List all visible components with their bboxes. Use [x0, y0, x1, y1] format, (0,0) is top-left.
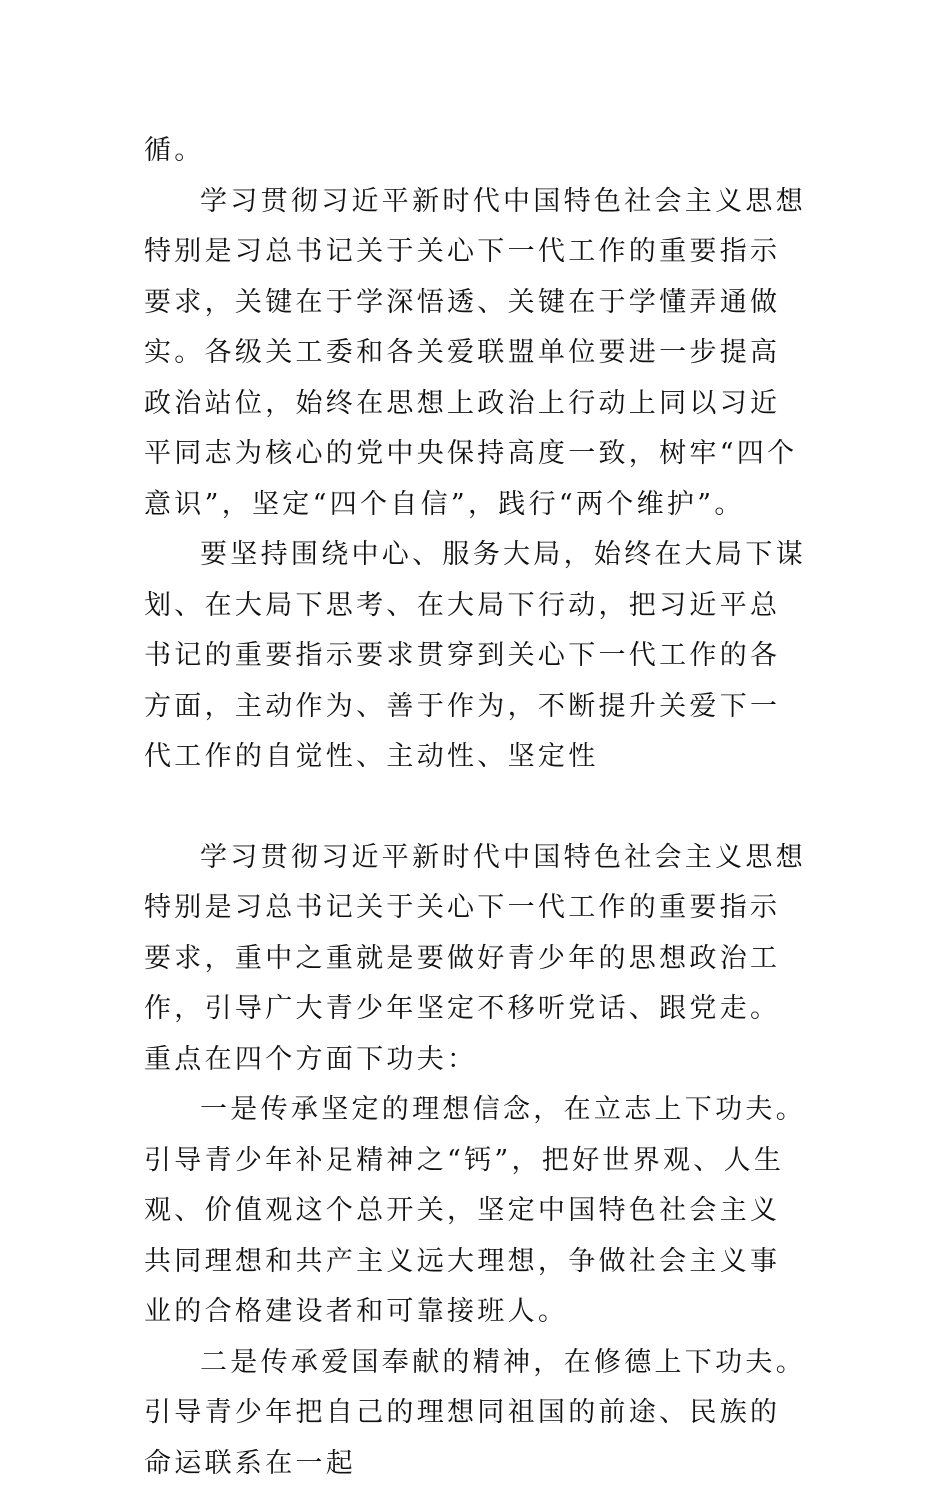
paragraph-point-one: 一是传承坚定的理想信念，在立志上下功夫。引导青少年补足精神之“钙”，把好世界观、人生观、价值观这个总开关，坚定中国特色社会主义共同理想和共产主义远大理想，争做社会主义事业的合格建设者和可靠接班人。	[144, 1085, 808, 1338]
paragraph-continuation: 循。	[144, 126, 808, 177]
paragraph-serve-overall-situation: 要坚持围绕中心、服务大局，始终在大局下谋划、在大局下思考、在大局下行动，把习近平总书记的重要指示要求贯穿到关心下一代工作的各方面，主动作为、善于作为，不断提升关爱下一代工作的自觉性、主动性、坚定性	[144, 530, 808, 783]
paragraph-gap	[144, 783, 808, 833]
paragraph-point-two: 二是传承爱国奉献的精神，在修德上下功夫。引导青少年把自己的理想同祖国的前途、民族的命运联系在一起	[144, 1338, 808, 1489]
paragraph-ideological-work: 学习贯彻习近平新时代中国特色社会主义思想特别是习总书记关于关心下一代工作的重要指示要求，重中之重就是要做好青少年的思想政治工作，引导广大青少年坚定不移听党话、跟党走。重点在四个方面下功夫：	[144, 833, 808, 1086]
paragraph-study-key-points: 学习贯彻习近平新时代中国特色社会主义思想特别是习总书记关于关心下一代工作的重要指示要求，关键在于学深悟透、关键在于学懂弄通做实。各级关工委和各关爱联盟单位要进一步提高政治站位，始终在思想上政治上行动上同以习近平同志为核心的党中央保持高度一致，树牢“四个意识”，坚定“四个自信”，践行“两个维护”。	[144, 177, 808, 531]
document-body	[144, 126, 808, 1489]
